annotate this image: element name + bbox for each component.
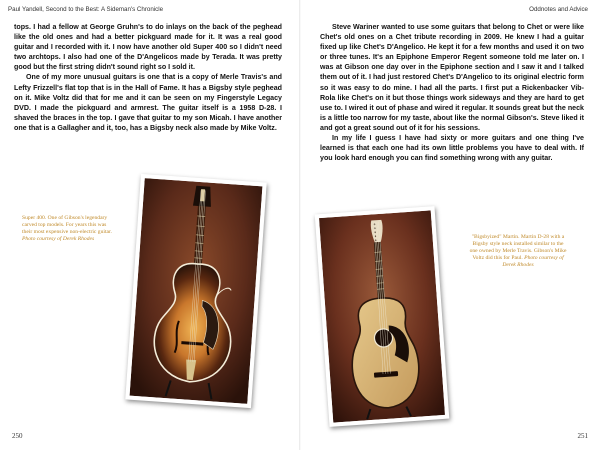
right-running-head: Oddnotes and Advice	[529, 6, 588, 13]
right-photo-caption	[468, 234, 568, 269]
right-paragraph: Steve Wariner wanted to use some guitars that belong to Chet or were like Chet's old ones on a Chet tribute recording in 2009. He knew I had a guitar fixed up like Chet's D'Angelico. He kept it for a few months and used it on two or three tunes. It's an Epiphone Emperor Regent someone told me later on. I was at Gibson one day over in the Epiphone section and I saw it and I talked them out of it. I had just restored Chet's D'Angelico to its original electric form so it was easy to do mine. I had all the parts. I first put a Rickenbacker Vib-Rola like Chet's on it but those things work sideways and they are hard to get use to. I wired it out of phase and wired it regular. It sounds great but the neck is a little too narrow for my taste, about like the normal Gibson's. Steve liked it and got a great sound out of it for his sessions.	[320, 23, 584, 132]
flat-top-guitar-illustration	[319, 210, 445, 422]
left-photo-caption	[22, 215, 112, 243]
left-running-head: Paul Yandell, Second to the Best: A Sideman's Chronicle	[8, 6, 164, 13]
archtop-guitar-photo	[125, 174, 266, 408]
right-paragraph: In my life I guess I have had sixty or more guitars and one thing I've learned is that each one had its own little problems you have to deal with. If you look hard enough you can find something wrong with any guitar.	[320, 134, 584, 163]
right-page	[300, 0, 600, 450]
right-body-text	[320, 22, 584, 163]
right-caption-credit: Photo courtesy of Derek Rhodes	[502, 255, 564, 268]
left-paragraph: One of my more unusual guitars is one that is a copy of Merle Travis's and Lefty Frizzell's flat top that is in the Hall of Fame. It has a Bigsby style peghead on it. Mike Voltz did that for me and it can be seen on my Fingerstyle Legacy DVD. I made the pickguard and armrest. The guitar itself is a 1958 D-28. I shaved the braces in the top. I gave that guitar to my son Micah. I have another one that is a Gallagher and it, too, has a Bigsby neck also made by Mike Voltz.	[14, 73, 282, 132]
martin-guitar-photo	[315, 206, 450, 427]
left-caption-credit: Photo courtesy of Derek Rhodes	[22, 236, 95, 242]
archtop-guitar-illustration	[130, 178, 263, 404]
right-caption-text: "Bigsbyized" Martin. Martin D-28 with a Bigsby style neck installed similar to the one owned by Merle Travis. Gibson's Mike Voltz did this for Paul.	[469, 234, 567, 261]
left-paragraph: tops. I had a fellow at George Gruhn's to do inlays on the back of the peghead like the old ones and had a better pickguard made for it. It was a real good guitar and I recorded with it. I now have another old Super 400 so I didn't need two archtops. I also had one of the D'Angelicos made by Terada. It was pretty good but the first string didn't sound right so I sold it.	[14, 23, 282, 72]
left-caption-text: Super 400. One of Gibson's legendary carved top models. For years this was their most expensive non-electric guitar.	[22, 215, 112, 235]
left-page-number: 250	[12, 432, 23, 440]
left-body-text	[14, 22, 282, 133]
right-page-number: 251	[577, 432, 588, 440]
